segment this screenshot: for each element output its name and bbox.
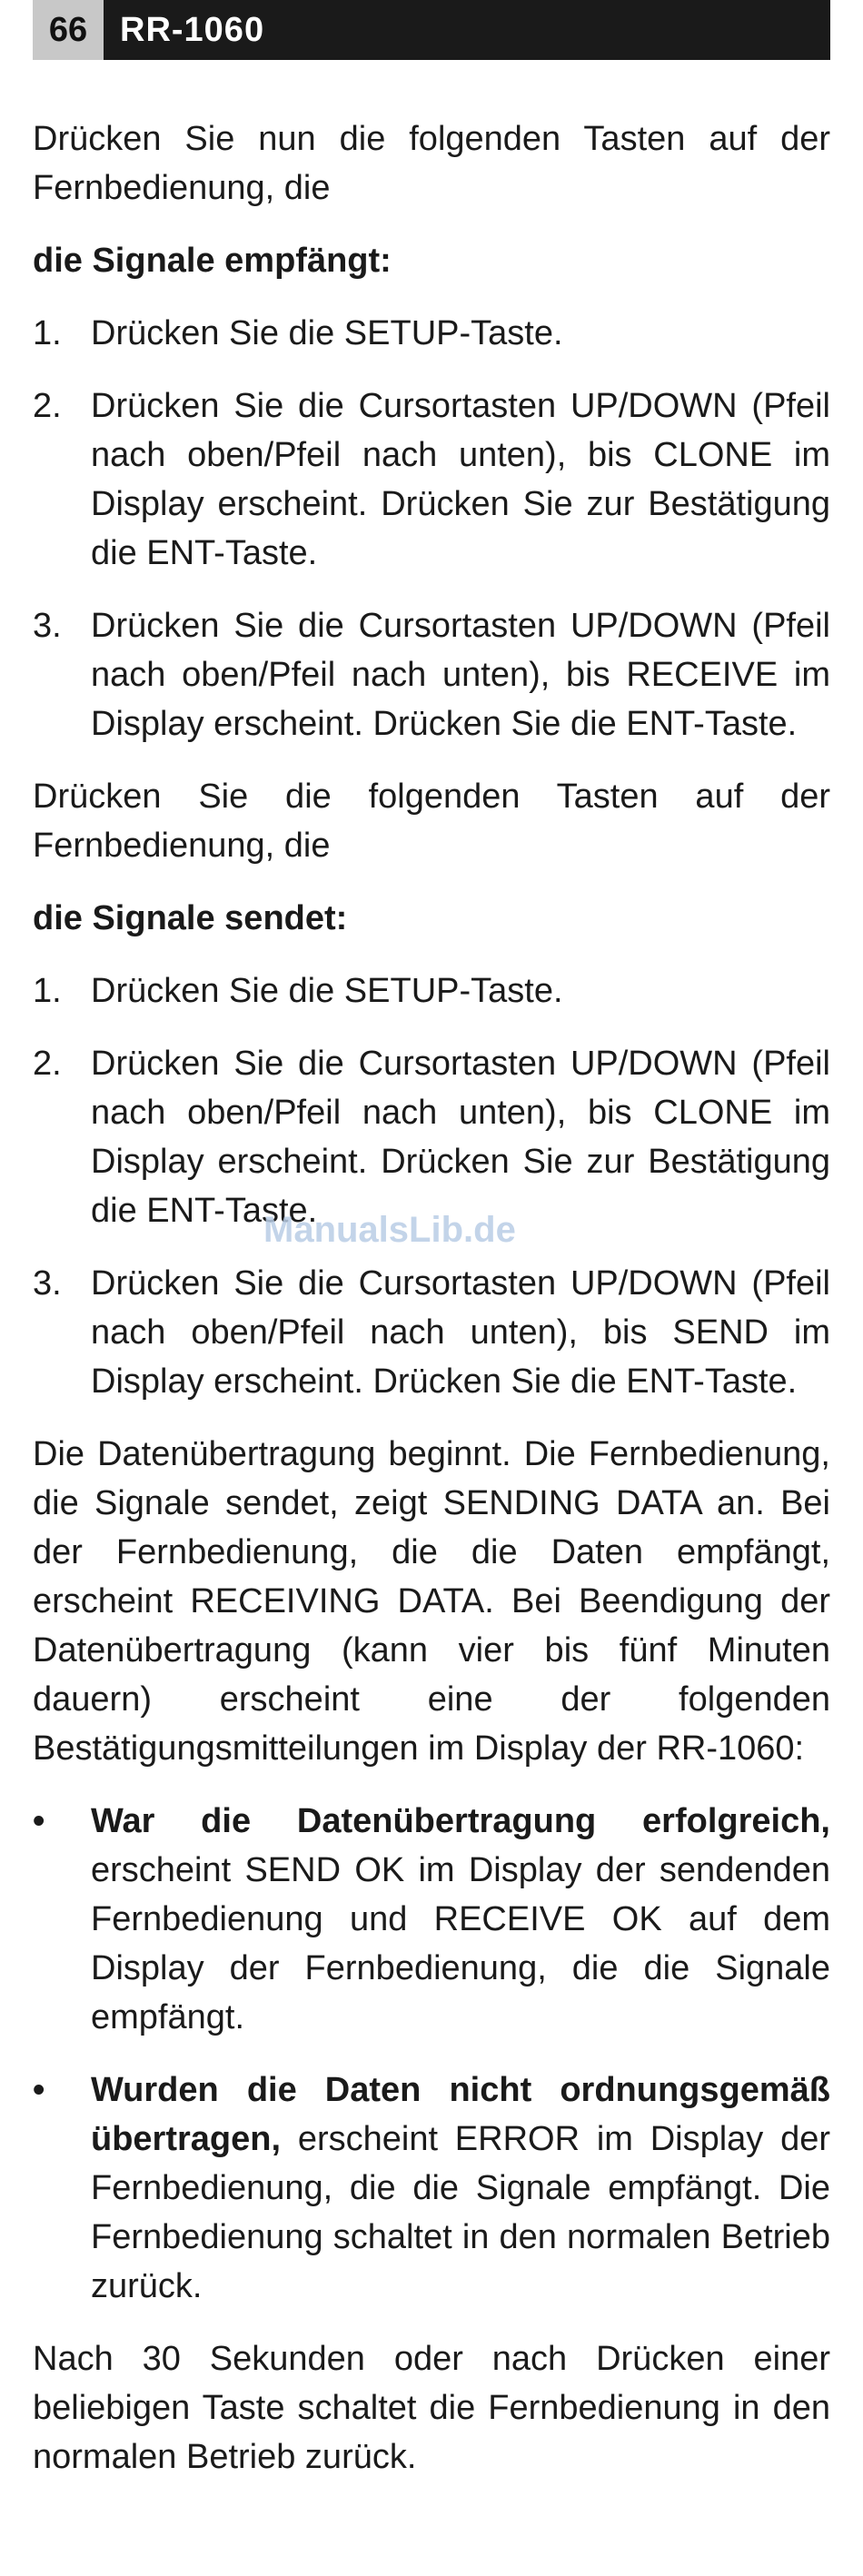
heading-receive: die Signale empfängt: <box>33 242 392 280</box>
intro-receive: Drücken Sie nun die folgenden Tasten auf der Fernbedienung, die <box>33 120 830 207</box>
list-item <box>33 1259 830 1406</box>
result-bullet-list <box>33 1797 830 2311</box>
step-text: Drücken Sie die SETUP-Taste. <box>91 314 563 352</box>
intro-send: Drücken Sie die folgenden Tasten auf der Fernbedienung, die <box>33 778 830 865</box>
heading-send: die Signale sendet: <box>33 899 348 937</box>
page-number: 66 <box>33 0 104 60</box>
document-body <box>33 114 830 2505</box>
step-number: 3. <box>33 607 62 645</box>
step-number: 1. <box>33 314 62 352</box>
step-text: Drücken Sie die Cursortasten UP/DOWN (Pfeil nach oben/Pfeil nach unten), bis SEND im Display erscheint. Drücken Sie die ENT-Taste. <box>91 1264 830 1401</box>
model-title: RR-1060 <box>104 0 830 60</box>
page-header <box>33 0 830 60</box>
list-item <box>33 966 830 1016</box>
steps-receive-list <box>33 309 830 748</box>
bullet-text <box>91 1797 830 2042</box>
closing-paragraph: Nach 30 Sekunden oder nach Drücken einer beliebigen Taste schaltet die Fernbedienung in den normalen Betrieb zurück. <box>33 2340 830 2476</box>
step-number: 2. <box>33 387 62 425</box>
list-item <box>33 1039 830 1235</box>
list-item <box>33 1797 830 2042</box>
list-item <box>33 2066 830 2311</box>
list-item <box>33 601 830 748</box>
step-text: Drücken Sie die Cursortasten UP/DOWN (Pfeil nach oben/Pfeil nach unten), bis CLONE im Display erscheint. Drücken Sie zur Bestätigung die ENT-Taste. <box>91 387 830 572</box>
watermark: ManualsLib.de <box>263 1210 516 1250</box>
step-number: 1. <box>33 972 62 1010</box>
step-text: Drücken Sie die Cursortasten UP/DOWN (Pfeil nach oben/Pfeil nach unten), bis RECEIVE im Display erscheint. Drücken Sie die ENT-Taste. <box>91 607 830 743</box>
transfer-paragraph: Die Datenübertragung beginnt. Die Fernbedienung, die Signale sendet, zeigt SENDING DATA an. Bei der Fernbedienung, die die Daten empfängt, erscheint RECEIVING DATA. Bei Beendigung der Datenübertragung (kann vier bis fünf Minuten dauern) erscheint eine der folgenden Bestätigungsmitteilungen im Display der RR-1060: <box>33 1435 830 1768</box>
list-item <box>33 381 830 578</box>
step-number: 3. <box>33 1264 62 1303</box>
bullet-body: erscheint SEND OK im Display der sendenden Fernbedienung und RECEIVE OK auf dem Display der Fernbedienung, die die Signale empfängt. <box>91 1851 830 2036</box>
steps-send-list <box>33 966 830 1406</box>
bullet-icon: • <box>33 2071 45 2109</box>
bullet-body: erscheint ERROR im Display der Fernbedienung, die die Signale empfängt. Die Fernbedienung schaltet in den normalen Betrieb zurück. <box>91 2120 830 2305</box>
step-text: Drücken Sie die Cursortasten UP/DOWN (Pfeil nach oben/Pfeil nach unten), bis CLONE im Display erscheint. Drücken Sie zur Bestätigung die ENT-Taste. <box>91 1045 830 1230</box>
bullet-bold-lead: Wurden die Daten nicht ordnungsgemäß übertragen, <box>91 2071 830 2158</box>
bullet-icon: • <box>33 1802 45 1840</box>
list-item <box>33 309 830 358</box>
step-number: 2. <box>33 1045 62 1083</box>
step-text: Drücken Sie die SETUP-Taste. <box>91 972 563 1010</box>
bullet-text <box>91 2066 830 2311</box>
bullet-bold-lead: War die Datenübertragung erfolgreich, <box>91 1802 830 1840</box>
